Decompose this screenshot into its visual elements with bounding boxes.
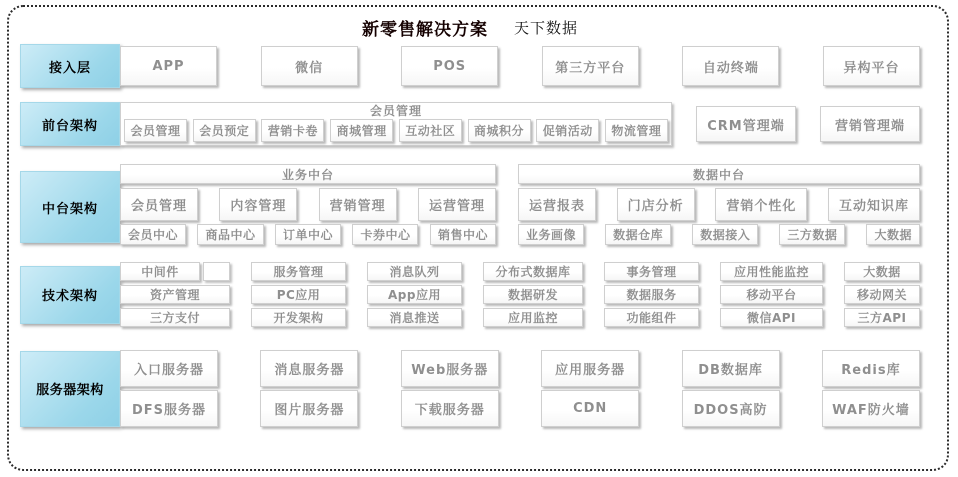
tech-box: 中间件 — [120, 262, 200, 281]
tech-cell — [604, 308, 699, 327]
tech-box: 移动网关 — [844, 285, 920, 304]
server-box: 入口服务器 — [120, 350, 218, 387]
layer-row-access — [20, 44, 920, 88]
layer-row-middle — [20, 164, 920, 245]
tech-cell — [604, 262, 699, 281]
platform-big-box: 营销管理 — [319, 188, 397, 221]
frontend-side-box: CRM管理端 — [696, 106, 796, 142]
frontend-subbox: 商城积分 — [468, 119, 531, 142]
frontend-subbox: 会员管理 — [124, 119, 187, 142]
tech-box: 三方支付 — [120, 308, 230, 327]
tech-box: 消息推送 — [367, 308, 462, 327]
tech-box: 开发架构 — [251, 308, 346, 327]
platform-small-box: 订单中心 — [275, 224, 341, 245]
tech-column — [367, 262, 462, 327]
access-box: 自动终端 — [682, 46, 779, 86]
diagram-title: 新零售解决方案 — [361, 19, 488, 40]
tech-box: 服务管理 — [251, 262, 346, 281]
access-boxes — [120, 46, 920, 86]
platform-big-box: 互动知识库 — [828, 188, 920, 221]
layer-label-server: 服务器架构 — [20, 351, 120, 427]
tech-box: 应用性能监控 — [720, 262, 823, 281]
tech-cell — [120, 308, 230, 327]
frontend-subbox: 互动社区 — [399, 119, 462, 142]
middle-groups — [120, 164, 920, 245]
access-box: 第三方平台 — [542, 46, 639, 86]
tech-column — [604, 262, 699, 327]
server-box: Redis库 — [822, 350, 920, 387]
frontend-subbox: 促销活动 — [536, 119, 599, 142]
tech-cell — [844, 262, 920, 281]
platform-small-boxes — [518, 224, 920, 245]
tech-cell — [844, 308, 920, 327]
server-column — [541, 350, 639, 427]
frontend-subbox: 会员预定 — [193, 119, 256, 142]
access-box: APP — [120, 46, 217, 86]
tech-box: 消息队列 — [367, 262, 462, 281]
tech-column — [844, 262, 920, 327]
tech-cell — [604, 285, 699, 304]
tech-box: 应用监控 — [483, 308, 583, 327]
tech-cell — [251, 262, 346, 281]
platform-small-box: 销售中心 — [430, 224, 496, 245]
tech-cell — [844, 285, 920, 304]
tech-box: PC应用 — [251, 285, 346, 304]
tech-column — [251, 262, 346, 327]
tech-columns — [120, 262, 920, 327]
server-box: CDN — [541, 390, 639, 427]
member-management-group — [120, 102, 672, 146]
tech-column — [483, 262, 583, 327]
access-box: POS — [401, 46, 498, 86]
access-box: 微信 — [261, 46, 358, 86]
access-box: 异构平台 — [823, 46, 920, 86]
layer-row-tech — [20, 262, 920, 327]
platform-small-box: 会员中心 — [120, 224, 186, 245]
server-box: 图片服务器 — [260, 390, 358, 427]
frontend-subbox: 营销卡卷 — [261, 119, 324, 142]
tech-cell — [367, 308, 462, 327]
tech-box: 事务管理 — [604, 262, 699, 281]
server-column — [120, 350, 218, 427]
tech-cell — [483, 262, 583, 281]
server-box: DDOS高防 — [682, 390, 780, 427]
tech-cell — [120, 262, 230, 281]
frontend-subbox: 物流管理 — [605, 119, 668, 142]
platform-big-box: 会员管理 — [120, 188, 198, 221]
platform-small-box: 数据接入 — [692, 224, 758, 245]
platform-group — [120, 164, 496, 245]
layer-label-tech: 技术架构 — [20, 266, 120, 324]
platform-big-box: 门店分析 — [617, 188, 695, 221]
tech-box: 数据研发 — [483, 285, 583, 304]
platform-group-header: 业务中台 — [120, 164, 496, 184]
tech-column — [120, 262, 230, 327]
platform-big-box: 运营报表 — [518, 188, 596, 221]
layer-label-frontend: 前台架构 — [20, 102, 120, 146]
tech-cell — [720, 262, 823, 281]
tech-box: 三方API — [844, 308, 920, 327]
tech-box: App应用 — [367, 285, 462, 304]
tech-box: 分布式数据库 — [483, 262, 583, 281]
tech-box: 数据服务 — [604, 285, 699, 304]
brand-name: 天下数据 — [513, 18, 578, 37]
tech-cell — [367, 285, 462, 304]
layer-label-middle: 中台架构 — [20, 171, 120, 243]
frontend-boxes — [120, 102, 920, 146]
platform-group-header: 数据中台 — [518, 164, 920, 184]
server-box: DFS服务器 — [120, 390, 218, 427]
tech-cell — [251, 285, 346, 304]
tech-cell — [367, 262, 462, 281]
layer-row-frontend — [20, 102, 920, 146]
frontend-side-box: 营销管理端 — [820, 106, 920, 142]
tech-cell — [251, 308, 346, 327]
platform-group — [518, 164, 920, 245]
server-box: 消息服务器 — [260, 350, 358, 387]
platform-small-box: 大数据 — [866, 224, 920, 245]
tech-cell — [720, 285, 823, 304]
platform-small-box: 业务画像 — [518, 224, 584, 245]
tech-cell — [720, 308, 823, 327]
tech-box: 微信API — [720, 308, 823, 327]
tech-box: 功能组件 — [604, 308, 699, 327]
platform-small-box: 三方数据 — [779, 224, 845, 245]
platform-big-boxes — [518, 188, 920, 221]
platform-big-box: 内容管理 — [219, 188, 297, 221]
member-group-boxes — [124, 119, 668, 143]
server-box: DB数据库 — [682, 350, 780, 387]
server-columns — [120, 350, 920, 427]
server-column — [822, 350, 920, 427]
platform-small-box: 商品中心 — [197, 224, 263, 245]
server-column — [401, 350, 499, 427]
tech-column — [720, 262, 823, 327]
title-bar — [20, 0, 920, 40]
server-box: 应用服务器 — [541, 350, 639, 387]
platform-big-box: 营销个性化 — [715, 188, 807, 221]
server-box: Web服务器 — [401, 350, 499, 387]
tech-box: 资产管理 — [120, 285, 230, 304]
layer-row-server — [20, 350, 920, 427]
tech-cell — [120, 285, 230, 304]
tech-cell — [483, 308, 583, 327]
layer-label-access: 接入层 — [20, 44, 120, 88]
server-column — [682, 350, 780, 427]
server-column — [260, 350, 358, 427]
tech-cell — [483, 285, 583, 304]
server-box: WAF防火墙 — [822, 390, 920, 427]
server-box: 下载服务器 — [401, 390, 499, 427]
platform-small-boxes — [120, 224, 496, 245]
member-group-header: 会员管理 — [369, 104, 422, 118]
tech-box: 大数据 — [844, 262, 920, 281]
tech-box: 移动平台 — [720, 285, 823, 304]
platform-big-box: 运营管理 — [418, 188, 496, 221]
platform-small-box: 卡券中心 — [352, 224, 418, 245]
platform-small-box: 数据仓库 — [605, 224, 671, 245]
frontend-subbox: 商城管理 — [330, 119, 393, 142]
platform-big-boxes — [120, 188, 496, 221]
